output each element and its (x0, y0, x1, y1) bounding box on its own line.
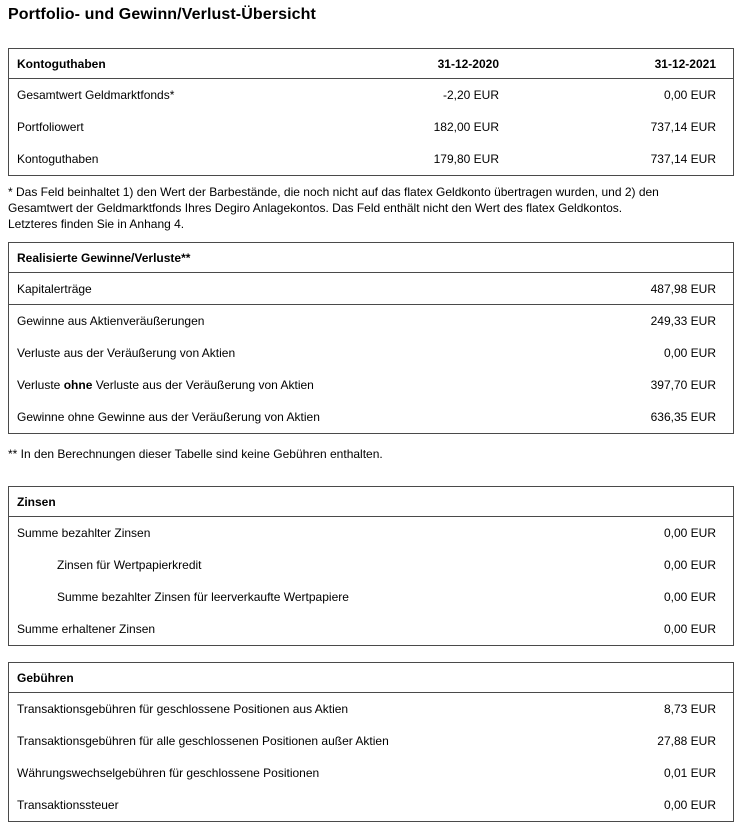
row-label: Kontoguthaben (17, 152, 99, 166)
footnote-double-asterisk: ** In den Berechnungen dieser Tabelle sind keine Gebühren enthalten. (8, 447, 383, 461)
table-row (9, 549, 733, 581)
row-label: Transaktionsgebühren für geschlossene Positionen aus Aktien (17, 702, 349, 716)
column-header-31-12-2020: 31-12-2020 (437, 56, 499, 71)
row-value: 249,33 EUR (650, 314, 716, 328)
row-label-prefix: Verluste (17, 378, 64, 392)
row-label: Summe bezahlter Zinsen (17, 526, 151, 540)
value-2021: 737,14 EUR (650, 120, 716, 134)
row-value: 397,70 EUR (650, 378, 716, 392)
row-label: Gesamtwert Geldmarktfonds* (17, 88, 175, 102)
table-row (9, 725, 733, 757)
fees-table-header (9, 663, 733, 693)
row-value: 0,00 EUR (663, 558, 716, 572)
row-label: Gewinne ohne Gewinne aus der Veräußerung von Aktien (17, 410, 320, 424)
footnote-asterisk (8, 184, 734, 232)
row-label: Transaktionsgebühren für alle geschlossenen Positionen außer Aktien (17, 734, 389, 748)
row-label: Portfoliowert (17, 120, 84, 134)
table-header-label: Gebühren (17, 670, 74, 685)
realized-table-header (9, 243, 733, 273)
row-value: 8,73 EUR (663, 702, 716, 716)
table-row (9, 693, 733, 725)
table-row (9, 273, 733, 305)
row-value: 487,98 EUR (650, 281, 716, 296)
account-balance-table (8, 48, 734, 176)
footnote-line: * Das Feld beinhaltet 1) den Wert der Barbestände, die noch nicht auf das flatex Geldkonto übertragen wurden, und 2) den (8, 185, 659, 199)
row-label: Verluste aus der Veräußerung von Aktien (17, 346, 236, 360)
row-label-suffix: Verluste aus der Veräußerung von Aktien (92, 378, 314, 392)
value-2021: 737,14 EUR (650, 152, 716, 166)
table-row (9, 337, 733, 369)
value-2020: 179,80 EUR (433, 152, 499, 166)
account-balance-table-header (9, 49, 733, 79)
row-label-indented: Zinsen für Wertpapierkredit (57, 558, 202, 572)
value-2020: 182,00 EUR (433, 120, 499, 134)
table-row (9, 581, 733, 613)
row-label: Summe erhaltener Zinsen (17, 622, 156, 636)
row-value: 0,00 EUR (663, 798, 716, 812)
table-row (9, 79, 733, 111)
table-row (9, 757, 733, 789)
realized-gains-losses-table (8, 242, 734, 434)
row-value: 0,00 EUR (663, 526, 716, 540)
row-label-emphasis: ohne (63, 378, 93, 392)
table-row (9, 305, 733, 337)
value-2020: -2,20 EUR (442, 88, 499, 102)
table-header-label: Realisierte Gewinne/Verluste** (17, 250, 191, 265)
row-value: 27,88 EUR (657, 734, 716, 748)
table-row (9, 789, 733, 821)
table-header-label: Zinsen (17, 494, 56, 509)
table-row (9, 111, 733, 143)
value-2021: 0,00 EUR (663, 88, 716, 102)
table-row (9, 369, 733, 401)
row-label (17, 378, 651, 392)
table-header-label: Kontoguthaben (17, 56, 106, 71)
page-title: Portfolio- und Gewinn/Verlust-Übersicht (8, 6, 316, 23)
row-label: Gewinne aus Aktienveräußerungen (17, 314, 205, 328)
table-row (9, 401, 733, 433)
footnote-line: Letzteres finden Sie in Anhang 4. (8, 217, 185, 231)
row-value: 0,00 EUR (663, 346, 716, 360)
table-row (9, 517, 733, 549)
row-value: 0,00 EUR (663, 590, 716, 604)
table-row (9, 143, 733, 175)
row-value: 0,01 EUR (663, 766, 716, 780)
row-label: Kapitalerträge (17, 281, 92, 296)
interest-table-header (9, 487, 733, 517)
row-label: Währungswechselgebühren für geschlossene Positionen (17, 766, 320, 780)
row-label: Transaktionssteuer (17, 798, 119, 812)
footnote-line: Gesamtwert der Geldmarktfonds Ihres Degiro Anlagekontos. Das Feld enthält nicht den Wert des flatex Geldkontos. (8, 201, 623, 215)
row-value: 0,00 EUR (663, 622, 716, 636)
row-label-indented: Summe bezahlter Zinsen für leerverkaufte Wertpapiere (57, 590, 349, 604)
fees-table (8, 662, 734, 822)
row-value: 636,35 EUR (650, 410, 716, 424)
interest-table (8, 486, 734, 646)
table-row (9, 613, 733, 645)
column-header-31-12-2021: 31-12-2021 (654, 56, 716, 71)
